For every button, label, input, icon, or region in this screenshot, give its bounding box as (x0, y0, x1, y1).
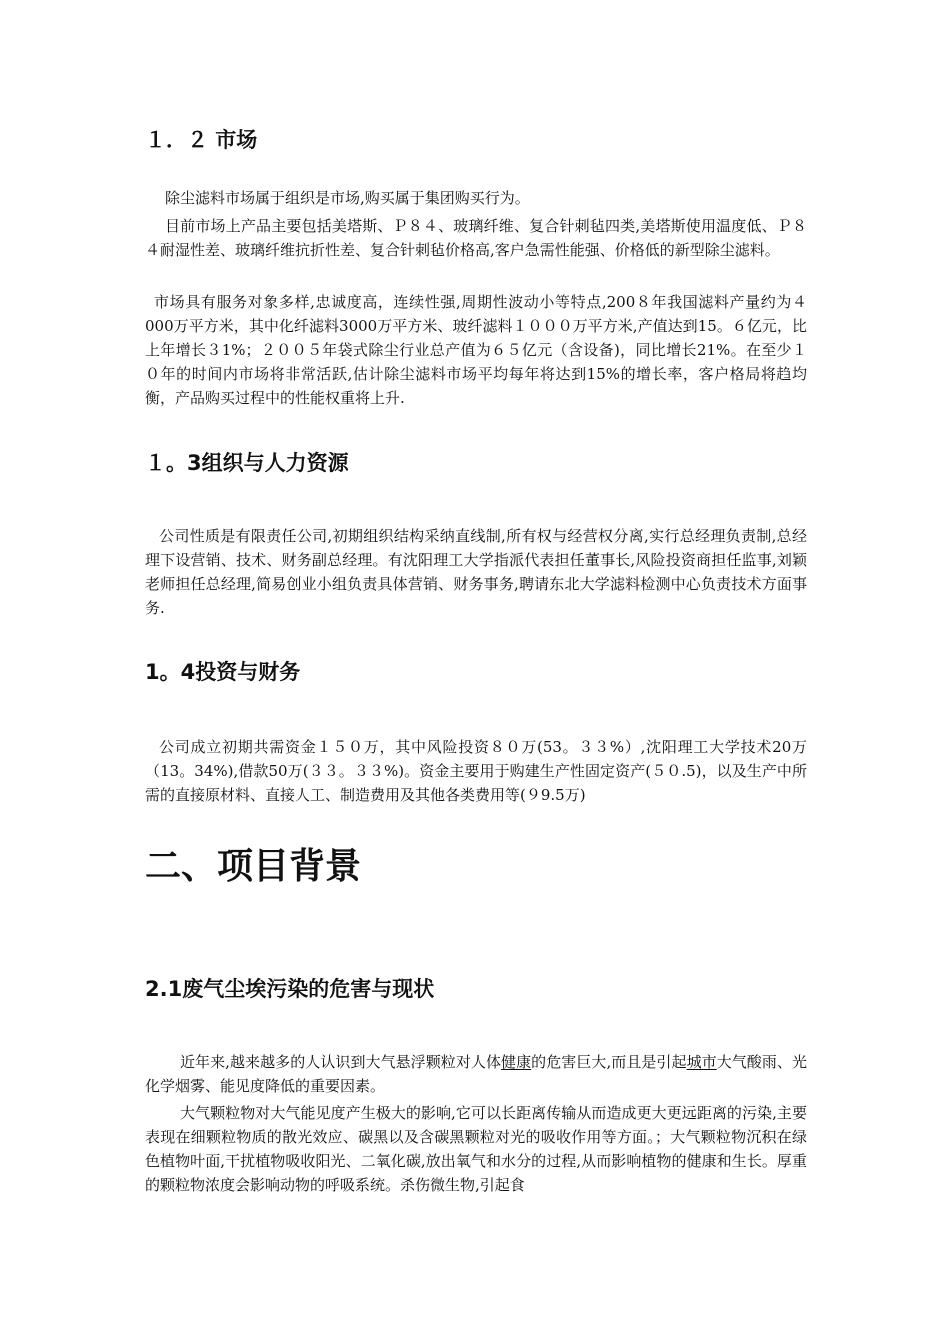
section-heading-2-1: 2.1废气尘埃污染的危害与现状 (145, 977, 435, 1001)
paragraph-organization: 公司性质是有限责任公司,初期组织结构采纳直线制,所有权与经营权分离,实行总经理负责制,总经理下设营销、技术、财务副总经理。有沈阳理工大学指派代表担任董事长,风险投资商担任监事,刘颖老师担任总经理,简易创业小组负责具体营销、财务事务,聘请东北大学滤料检测中心负责技术方面事务. (145, 527, 807, 617)
chapter-heading-2: 二、项目背景 (145, 845, 362, 887)
paragraph-pollution-intro (145, 1050, 807, 1098)
link-health[interactable]: 健康 (501, 1053, 532, 1071)
text-fragment: 大气酸雨、光化学烟雾、能见度降低的重要因素。 (145, 1053, 807, 1095)
section-heading-1-4: 1。4投资与财务 (145, 660, 301, 684)
text-fragment: 近年来,越来越多的人认识到大气悬浮颗粒对人体 (180, 1053, 502, 1071)
link-city[interactable]: 城市 (686, 1053, 717, 1071)
paragraph-market-features: 市场具有服务对象多样,忠诚度高，连续性强,周期性波动小等特点,200８年我国滤料产量约为４000万平方米，其中化纤滤料3000万平方米、玻纤滤料１０００万平方米,产值达到15。６亿元，比上年增长３1%；２００５年袋式除尘行业总产值为６５亿元（含设备)，同比增长21%。在至少１０年的时间内市场将非常活跃,估计除尘滤料市场平均每年将达到15%的增长率，客户格局将趋均衡，产品购买过程中的性能权重将上升. (145, 293, 807, 407)
paragraph-investment: 公司成立初期共需资金１５０万，其中风险投资８０万(53。３３%）,沈阳理工大学技术20万（13。34%),借款50万(３３。３３%)。资金主要用于购建生产性固定资产(５０.5)，以及生产中所需的直接原材料、直接人工、制造费用及其他各类费用等(９9.5万) (145, 738, 807, 804)
paragraph-market-products: 目前市场上产品主要包括美塔斯、Ｐ８４、玻璃纤维、复合针刺毡四类,美塔斯使用温度低、Ｐ８４耐湿性差、玻璃纤维抗折性差、复合针刺毡价格高,客户急需性能强、价格低的新型除尘滤料。 (145, 217, 807, 259)
paragraph-pollution-effects: 大气颗粒物对大气能见度产生极大的影响,它可以长距离传输从而造成更大更远距离的污染,主要表现在细颗粒物质的散光效应、碳黑以及含碳黑颗粒对光的吸收作用等方面。；大气颗粒物沉积在绿色植物叶面,干扰植物吸收阳光、二氧化碳,放出氧气和水分的过程,从而影响植物的健康和生长。厚重的颗粒物浓度会影响动物的呼吸系统。杀伤微生物,引起食 (145, 1104, 807, 1194)
text-fragment: 的危害巨大,而且是引起 (531, 1053, 687, 1071)
section-heading-1-3: １。3组织与人力资源 (145, 451, 349, 475)
section-heading-1-2: １．２ 市场 (145, 128, 258, 152)
paragraph-market-type: 除尘滤料市场属于组织是市场,购买属于集团购买行为。 (165, 189, 530, 207)
